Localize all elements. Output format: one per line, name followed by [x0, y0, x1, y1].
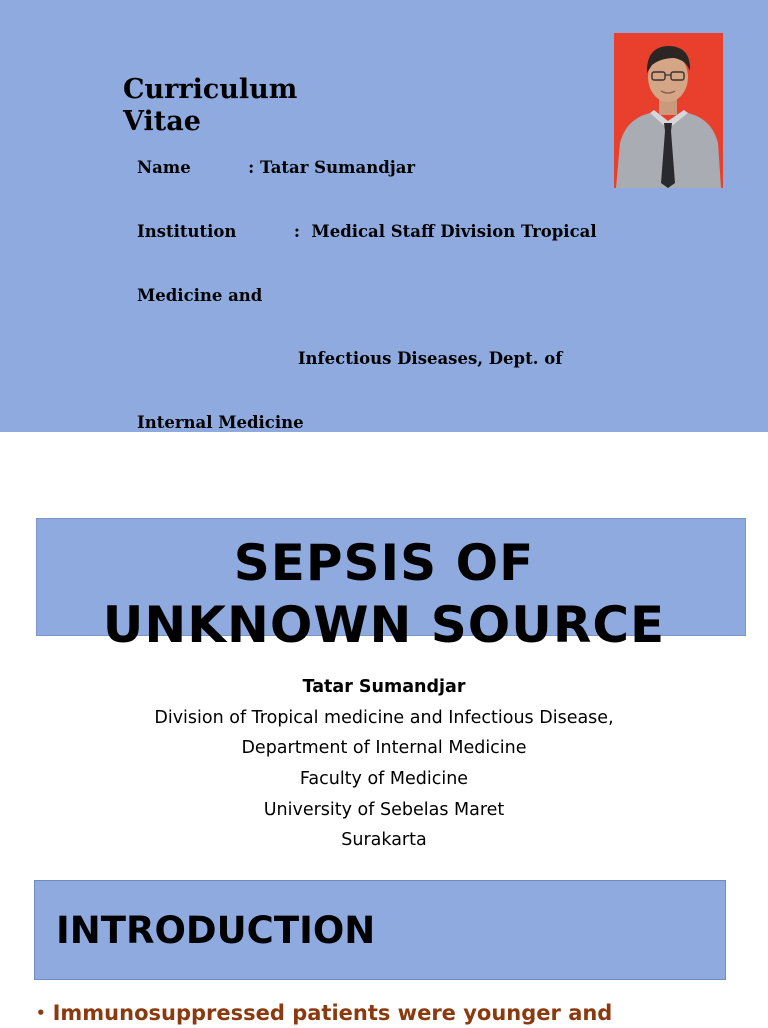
affiliation-line: Department of Internal Medicine — [241, 738, 527, 759]
cv-slide — [0, 0, 768, 432]
introduction-heading: INTRODUCTION — [56, 909, 376, 952]
title-line: SEPSIS OF — [233, 534, 535, 592]
presentation-title — [0, 532, 768, 656]
author-name: Tatar Sumandjar — [302, 677, 466, 697]
cv-body — [137, 115, 637, 432]
cv-line: Medicine and — [137, 285, 263, 305]
cv-line: Name : Tatar Sumandjar — [137, 158, 416, 178]
portrait-photo — [614, 33, 723, 188]
cv-line: Infectious Diseases, Dept. of — [137, 349, 563, 369]
cv-title: Curriculum Vitae — [123, 74, 298, 137]
portrait-icon — [614, 33, 723, 188]
affiliation-line: Surakarta — [341, 830, 427, 851]
bullet-text: Immunosuppressed patients were younger and — [52, 1001, 613, 1025]
title-line: UNKNOWN SOURCE — [102, 596, 666, 654]
bullet-icon: • — [36, 1004, 46, 1022]
author-block — [0, 672, 768, 856]
cv-line: Institution : Medical Staff Division Tropical — [137, 222, 597, 241]
affiliation-line: Faculty of Medicine — [299, 769, 469, 790]
affiliation-line: Division of Tropical medicine and Infectious Disease, — [154, 707, 614, 728]
cv-line: Internal Medicine — [137, 412, 304, 432]
affiliation-line: University of Sebelas Maret — [263, 799, 505, 820]
